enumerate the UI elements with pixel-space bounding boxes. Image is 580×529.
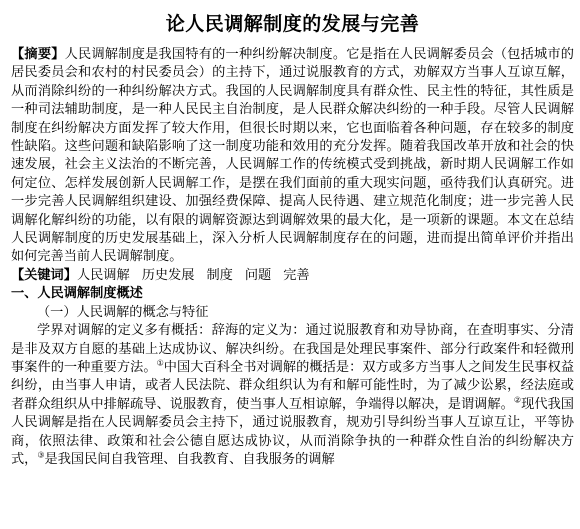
body-paragraph xyxy=(11,322,574,469)
subsection-heading: （一）人民调解的概念与特征 xyxy=(37,304,209,320)
footnote-marker: ③ xyxy=(37,450,45,460)
keyword-item: 历史发展 xyxy=(141,267,195,283)
document-title: 论人民调解制度的发展与完善 xyxy=(165,13,420,35)
section-heading: 一、人民调解制度概述 xyxy=(11,286,143,302)
abstract-text: 人民调解制度是我国特有的一种纠纷解决制度。它是指在人民调解委员会（包括城市的居民委员会和农村的村民委员会）的主持下，通过说服教育的方式，劝解双方当事人互谅互解，从而消除纠纷的一种纠纷解决方式。我国的人民调解制度具有群众性、民主性的特征，其性质是一种司法辅助制度，是一种人民民主自治制度，是人民群众解决纠纷的一种手段。尽管人民调解制度在纠纷解决方面发挥了较大作用，但很长时期以来，它也面临着各种问题，存在较多的制度性缺陷。这些问题和缺陷影响了这一制度功能和效用的充分发挥。随着我国改革开放和社会的快速发展，社会主义法治的不断完善，人民调解工作的传统模式受到挑战，新时期人民调解工作如何定位、怎样发展创新人民调解工作，是摆在我们面前的重大现实问题，亟待我们认真研究。进一步完善人民调解组织建设、加强经费保障、提高人民待遇、建立规范化制度；进一步完善人民调解化解纠纷的功能，以有限的调解资源达到调解效果的最大化，是一项新的课题。本文在总结人民调解制度的历史发展基础上，深入分析人民调解制度存在的问题，进而提出简单评价并指出如何完善当前人民调解制度。 xyxy=(11,47,574,265)
body-text: 现代我国人民调解是指在人民调解委员会主持下，通过说服教育，规劝引导纠纷当事人互谅互让，平等协商，依照法律、政策和社会公德自愿达成协议，从而消除争执的一种群众性自治的纠纷解决方式， xyxy=(11,396,574,467)
abstract-label: 【摘要】 xyxy=(11,47,65,62)
footnote-marker: ② xyxy=(513,395,522,405)
keyword-item: 问题 xyxy=(244,267,272,283)
footnote-marker: ① xyxy=(156,358,164,368)
abstract-paragraph xyxy=(11,46,574,267)
keyword-item: 人民调解 xyxy=(76,267,130,283)
body-text: 学界对调解的定义多有概括：辞海的定义为：通过说服教育和劝导协商，在查明事实、分清是非及双方自愿的基础上达成协议、解决纠纷。在我国是处理民事案件、部分行政案件和轻微刑事案件的一种重要方法。 xyxy=(11,323,574,375)
keywords-line xyxy=(11,267,574,285)
keywords-label: 【关键词】 xyxy=(11,267,77,283)
keyword-item: 制度 xyxy=(206,267,233,283)
body-text: 是我国民间自我管理、自我教育、自我服务的调解 xyxy=(44,451,335,467)
body-text: 中国大百科全书对调解的概括是：双方或多方当事人之间发生民事权益纠纷，由当事人申请，或者人民法院、群众组织认为有和解可能性时，为了减少讼累，经法庭或者群众组织从中排解疏导、说服教育，使当事人互相谅解，争端得以解决，是谓调解。 xyxy=(11,359,575,412)
keyword-item: 完善 xyxy=(283,267,310,283)
